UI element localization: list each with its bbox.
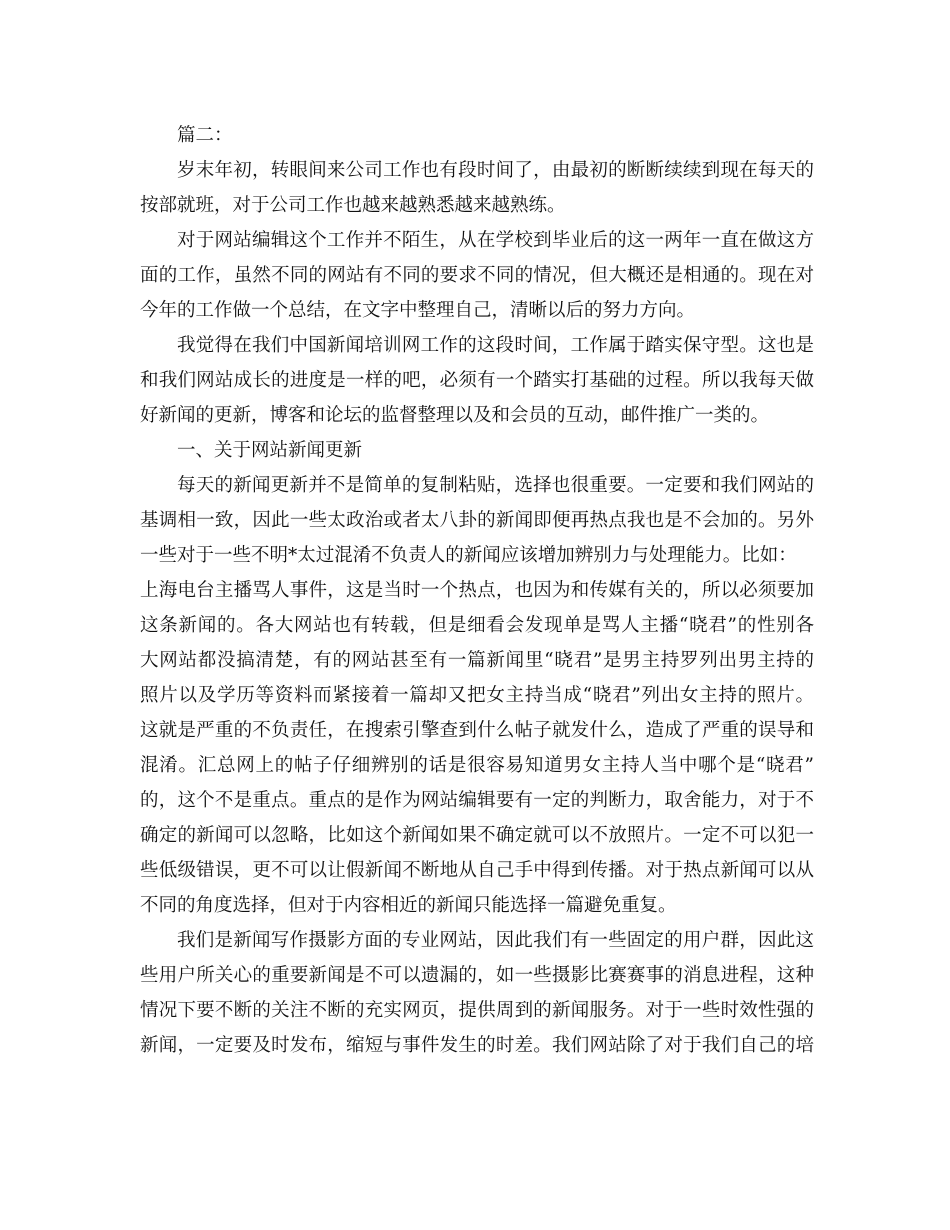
- text-line: 一、关于网站新闻更新: [177, 440, 363, 461]
- text-line: 篇二：: [177, 125, 233, 146]
- text-line: 大网站都没搞清楚，有的网站甚至有一篇新闻里“晓君”是男主持罗列出男主持的: [140, 650, 814, 671]
- text-line: 新闻，一定要及时发布，缩短与事件发生的时差。我们网站除了对于我们自己的培: [140, 1035, 814, 1056]
- text-line: 面的工作，虽然不同的网站有不同的要求不同的情况，但大概还是相通的。现在对: [140, 265, 814, 286]
- text-line: 这条新闻的。各大网站也有转载，但是细看会发现单是骂人主播“晓君”的性别各: [140, 615, 814, 636]
- text-line: 情况下要不断的关注不断的充实网页，提供周到的新闻服务。对于一些时效性强的: [140, 1000, 814, 1021]
- text-line: 今年的工作做一个总结，在文字中整理自己，清晰以后的努力方向。: [140, 300, 696, 321]
- text-line: 这就是严重的不负责任，在搜索引擎查到什么帖子就发什么，造成了严重的误导和: [140, 720, 814, 741]
- text-line: 上海电台主播骂人事件，这是当时一个热点，也因为和传媒有关的，所以必须要加: [140, 580, 814, 601]
- text-line: 的，这个不是重点。重点的是作为网站编辑要有一定的判断力，取舍能力，对于不: [140, 790, 814, 811]
- text-line: 照片以及学历等资料而紧接着一篇却又把女主持当成“晓君”列出女主持的照片。: [140, 685, 814, 706]
- text-line: 些用户所关心的重要新闻是不可以遗漏的，如一些摄影比赛赛事的消息进程，这种: [140, 965, 814, 986]
- text-line: 我觉得在我们中国新闻培训网工作的这段时间，工作属于踏实保守型。这也是: [177, 335, 814, 356]
- text-line: 好新闻的更新，博客和论坛的监督整理以及和会员的互动，邮件推广一类的。: [140, 405, 770, 426]
- text-line: 混淆。汇总网上的帖子仔细辨别的话是很容易知道男女主持人当中哪个是“晓君”: [140, 755, 814, 776]
- text-line: 和我们网站成长的进度是一样的吧，必须有一个踏实打基础的过程。所以我每天做: [140, 370, 814, 391]
- text-line: 我们是新闻写作摄影方面的专业网站，因此我们有一些固定的用户群，因此这: [177, 930, 814, 951]
- text-line: 不同的角度选择，但对于内容相近的新闻只能选择一篇避免重复。: [140, 895, 677, 916]
- text-line: 确定的新闻可以忽略，比如这个新闻如果不确定就可以不放照片。一定不可以犯一: [140, 825, 814, 846]
- text-line: 对于网站编辑这个工作并不陌生，从在学校到毕业后的这一两年一直在做这方: [177, 230, 814, 251]
- text-line: 一些对于一些不明*太过混淆不负责人的新闻应该增加辨别力与处理能力。比如：: [140, 545, 797, 566]
- text-line: 基调相一致，因此一些太政治或者太八卦的新闻即便再热点我也是不会加的。另外: [140, 510, 814, 531]
- text-line: 每天的新闻更新并不是简单的复制粘贴，选择也很重要。一定要和我们网站的: [177, 475, 814, 496]
- text-line: 按部就班，对于公司工作也越来越熟悉越来越熟练。: [140, 195, 566, 216]
- document-body: [140, 118, 814, 1063]
- text-line: 岁末年初，转眼间来公司工作也有段时间了，由最初的断断续续到现在每天的: [177, 160, 814, 181]
- document-page: [140, 118, 814, 1063]
- text-line: 些低级错误，更不可以让假新闻不断地从自己手中得到传播。对于热点新闻可以从: [140, 860, 814, 881]
